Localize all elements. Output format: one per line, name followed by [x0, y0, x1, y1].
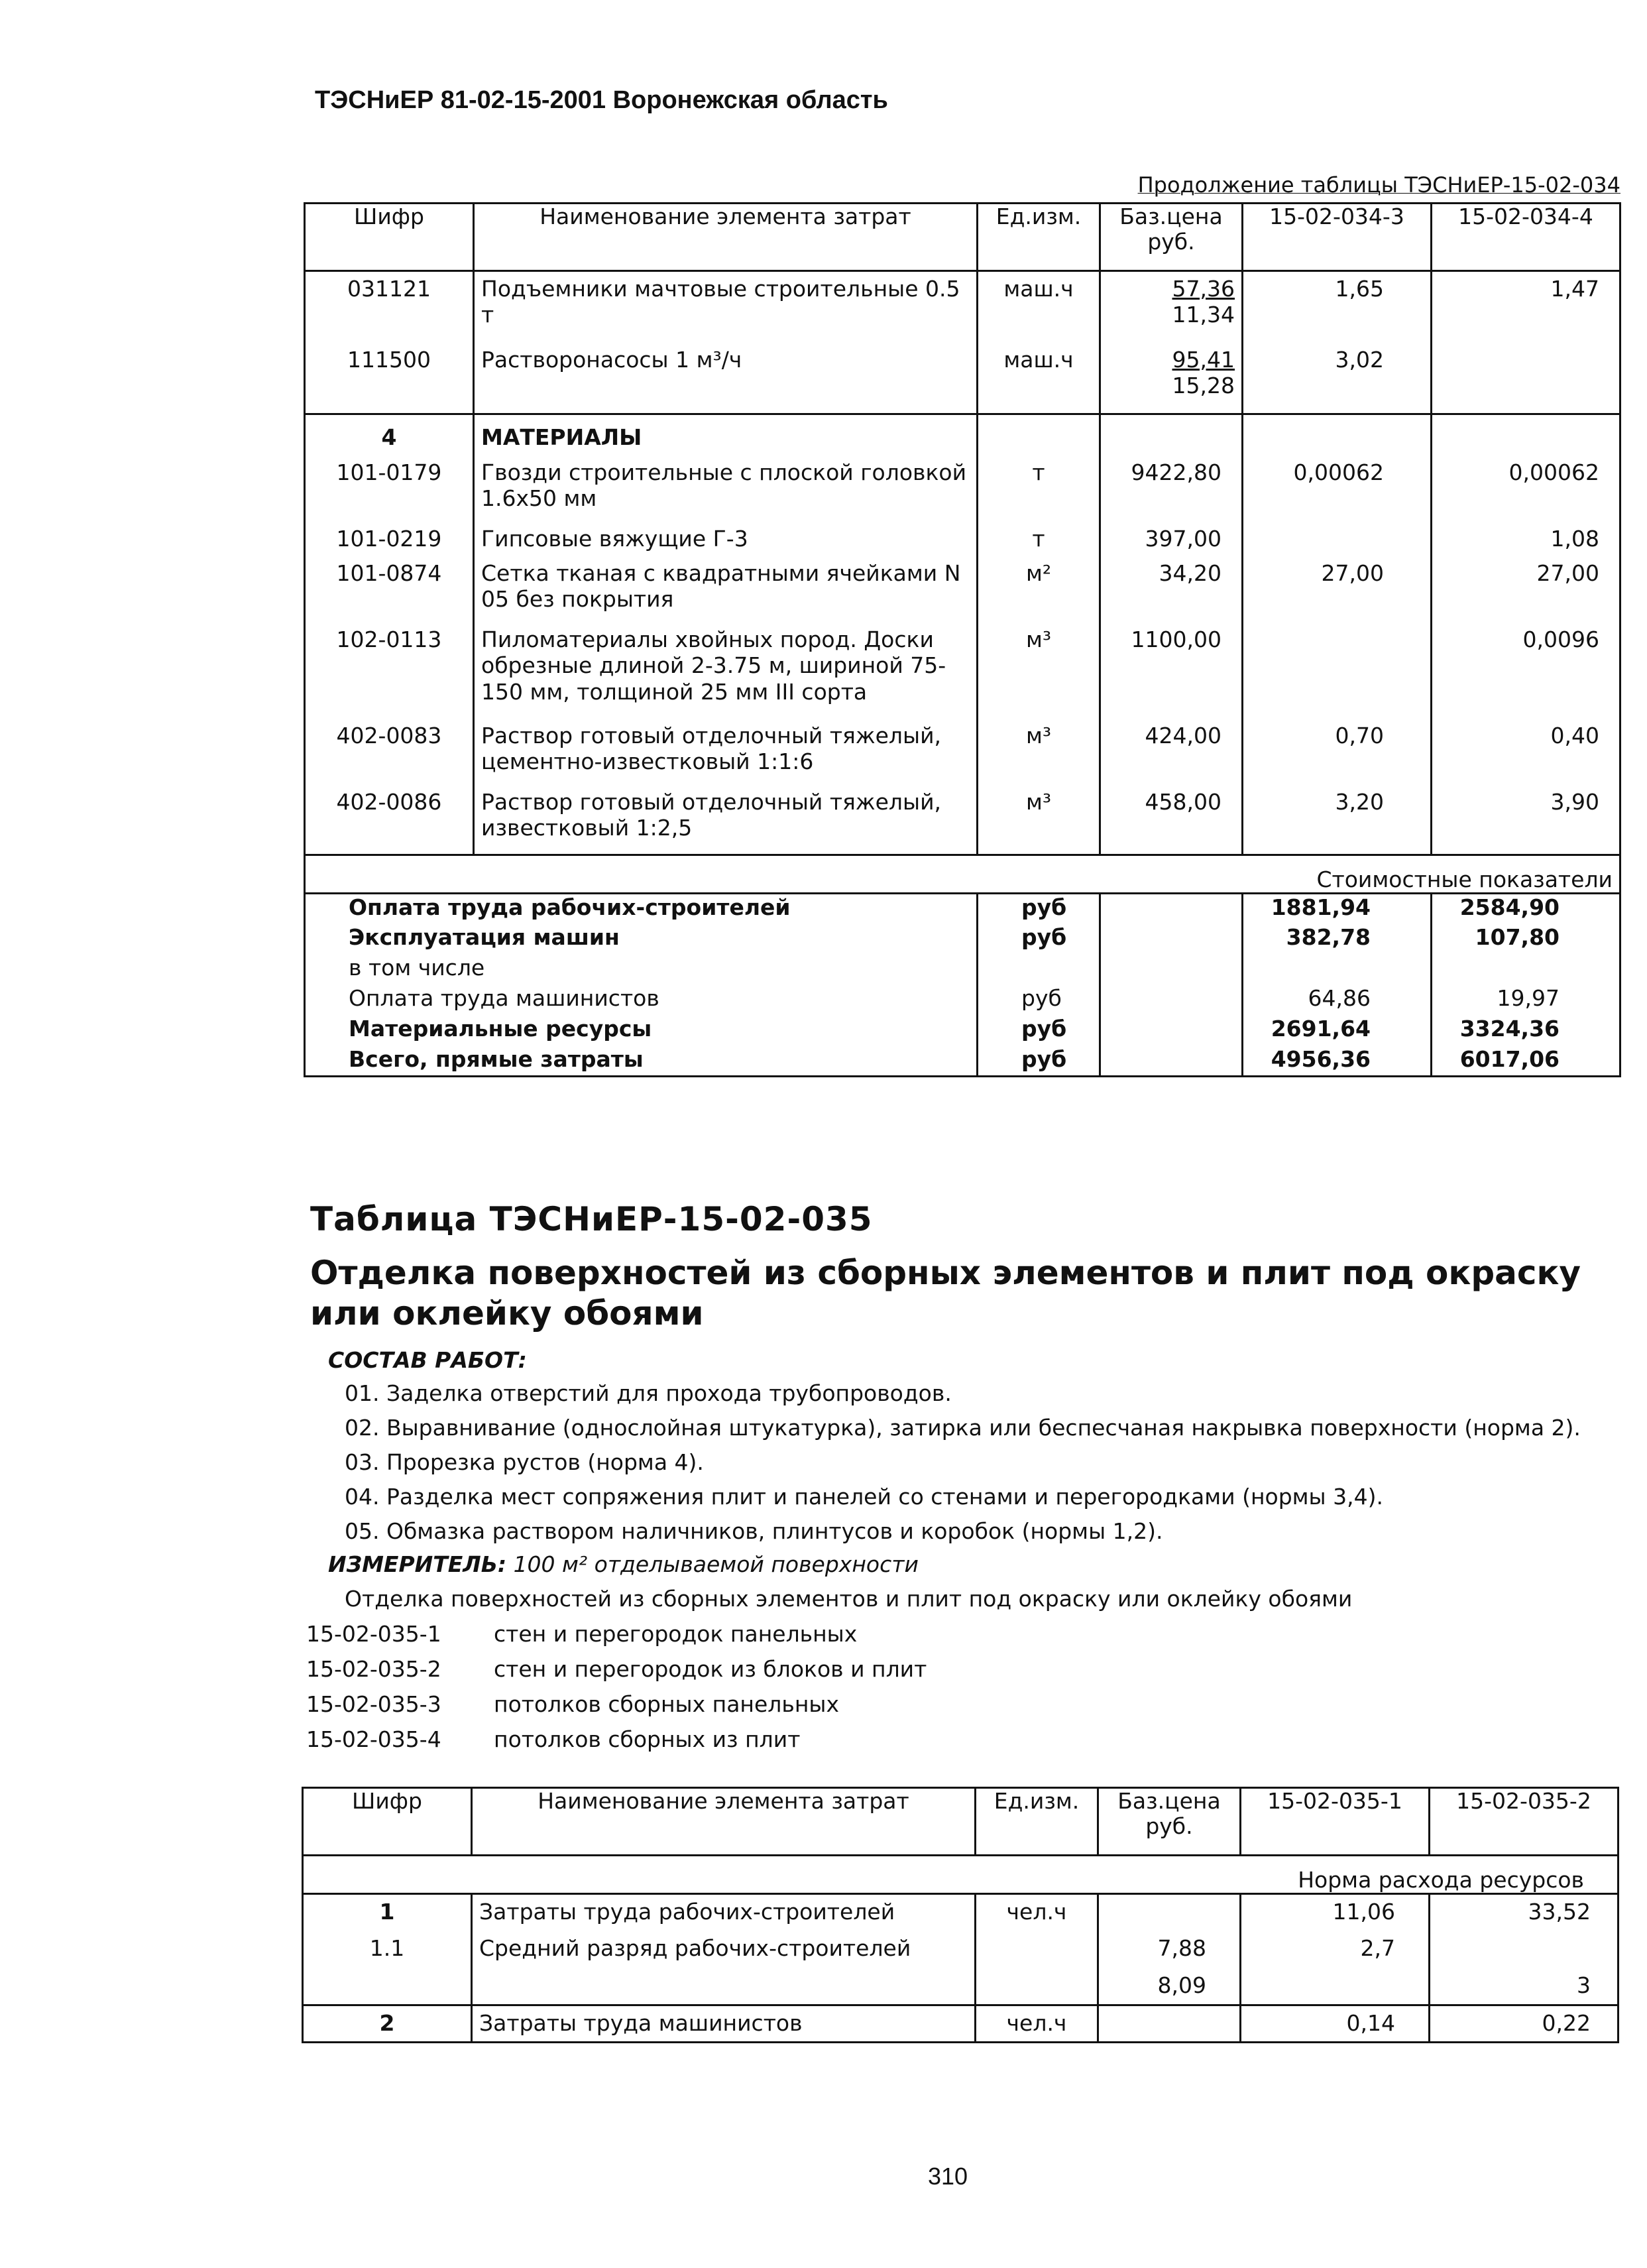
page-number: 310: [928, 2163, 968, 2190]
cell-unit: маш.ч: [978, 343, 1100, 414]
cost-norm-2: 107,80: [1432, 924, 1620, 955]
cell-unit: [976, 1968, 1098, 2005]
cost-unit: руб: [978, 924, 1100, 955]
cell-unit: м³: [978, 723, 1100, 789]
cell-norm-2: 0,00062: [1432, 459, 1620, 526]
col-unit: Ед.изм.: [976, 1788, 1098, 1856]
table-row: [305, 343, 1620, 414]
cell-code: 111500: [305, 343, 474, 414]
cost-price: [1100, 955, 1243, 985]
cell-price: 9422,80: [1100, 459, 1243, 526]
table-row: [303, 1968, 1619, 2005]
cell-price: [1098, 2005, 1241, 2043]
cost-row: [305, 924, 1620, 955]
resource-table-035: [302, 1787, 1619, 2043]
cost-norm-2: 3324,36: [1432, 1016, 1620, 1046]
norm-code: 15-02-035-3: [306, 1691, 441, 1717]
cost-unit: [978, 955, 1100, 985]
cell-name: Затраты труда рабочих-строителей: [472, 1894, 976, 1931]
cost-unit: руб: [978, 1046, 1100, 1077]
cell-name: Растворонасосы 1 м³/ч: [474, 343, 978, 414]
col-price: Баз.цена руб.: [1098, 1788, 1241, 1856]
cell-norm-1: 1,65: [1243, 271, 1432, 343]
cost-norm-2: 19,97: [1432, 985, 1620, 1016]
cost-norm-1: 1881,94: [1243, 894, 1432, 924]
cost-norm-2: 2584,90: [1432, 894, 1620, 924]
cell-unit: чел.ч: [976, 2005, 1098, 2043]
norm-code: 15-02-035-2: [306, 1656, 441, 1682]
col-name: Наименование элемента затрат: [472, 1788, 976, 1856]
cost-name: Эксплуатация машин: [305, 924, 978, 955]
cost-unit: руб: [978, 1016, 1100, 1046]
table-subtitle: Отделка поверхностей из сборных элементов и плит под окраску или оклейку обоями: [310, 1254, 1581, 1333]
cell-name: [472, 1968, 976, 2005]
cost-price: [1100, 985, 1243, 1016]
cell-norm-2: 1,08: [1432, 526, 1620, 560]
cell-code: 101-0179: [305, 459, 474, 526]
cost-name: в том числе: [305, 955, 978, 985]
section-number: 4: [305, 414, 474, 459]
cell-unit: чел.ч: [976, 1894, 1098, 1931]
cost-norm-1: 2691,64: [1243, 1016, 1432, 1046]
cell-code: 1: [303, 1894, 472, 1931]
cell-norm-2: [1430, 1931, 1619, 1968]
section-title: МАТЕРИАЛЫ: [474, 414, 978, 459]
cost-price: [1100, 924, 1243, 955]
col-name: Наименование элемента затрат: [474, 204, 978, 271]
col-code: Шифр: [305, 204, 474, 271]
cell-norm-2: 0,40: [1432, 723, 1620, 789]
cell-price: 458,00: [1100, 789, 1243, 855]
cost-label: Стоимостные показатели: [305, 855, 1620, 894]
cell-unit: м²: [978, 560, 1100, 627]
cost-norm-2: 6017,06: [1432, 1046, 1620, 1077]
cell-code: 402-0083: [305, 723, 474, 789]
cell-name: Затраты труда машинистов: [472, 2005, 976, 2043]
cell-norm-2: [1432, 343, 1620, 414]
table-continuation-label: Продолжение таблицы ТЭСНиЕР-15-02-034: [1137, 172, 1620, 198]
measure-line: ИЗМЕРИТЕЛЬ: 100 м² отделываемой поверхности: [328, 1551, 919, 1577]
cell-name: Подъемники мачтовые строительные 0.5 т: [474, 271, 978, 343]
cell-name: Раствор готовый отделочный тяжелый, известковый 1:2,5: [474, 789, 978, 855]
cell-name: Раствор готовый отделочный тяжелый, цементно-известковый 1:1:6: [474, 723, 978, 789]
col-norm-2: 15-02-035-2: [1430, 1788, 1619, 1856]
table-row: [305, 789, 1620, 855]
norm-description: потолков сборных панельных: [494, 1691, 839, 1717]
works-item: 05. Обмазка раствором наличников, плинтусов и коробок (нормы 1,2).: [345, 1518, 1163, 1544]
cell-code: 101-0874: [305, 560, 474, 627]
cost-price: [1100, 894, 1243, 924]
table-header-row: [305, 204, 1620, 271]
page-header: ТЭСНиЕР 81-02-15-2001 Воронежская область: [315, 86, 888, 114]
cell-price: [1098, 1894, 1241, 1931]
cell-code: 2: [303, 2005, 472, 2043]
works-item: 04. Разделка мест сопряжения плит и панелей со стенами и перегородками (нормы 3,4).: [345, 1484, 1383, 1510]
table-title: Таблица ТЭСНиЕР-15-02-035: [310, 1200, 873, 1238]
cell-price: 57,36 11,34: [1100, 271, 1243, 343]
norm-label-row: [303, 1856, 1619, 1894]
cell-price: 34,20: [1100, 560, 1243, 627]
cost-norm-2: [1432, 955, 1620, 985]
cost-norm-1: 382,78: [1243, 924, 1432, 955]
cost-name: Оплата труда рабочих-строителей: [305, 894, 978, 924]
cost-row: [305, 1016, 1620, 1046]
cell-name: Гипсовые вяжущие Г-3: [474, 526, 978, 560]
table-row: [305, 627, 1620, 723]
cost-row: [305, 985, 1620, 1016]
cell-norm-2: 0,0096: [1432, 627, 1620, 723]
cell-code: 402-0086: [305, 789, 474, 855]
cell-unit: [976, 1931, 1098, 1968]
norms-intro: Отделка поверхностей из сборных элементов и плит под окраску или оклейку обоями: [345, 1586, 1353, 1612]
cost-price: [1100, 1016, 1243, 1046]
cell-norm-1: [1243, 627, 1432, 723]
cell-unit: м³: [978, 789, 1100, 855]
cell-code: [303, 1968, 472, 2005]
cost-name: Всего, прямые затраты: [305, 1046, 978, 1077]
norm-description: потолков сборных из плит: [494, 1726, 801, 1752]
col-norm-2: 15-02-034-4: [1432, 204, 1620, 271]
cell-norm-2: 3: [1430, 1968, 1619, 2005]
cell-norm-1: 0,70: [1243, 723, 1432, 789]
col-unit: Ед.изм.: [978, 204, 1100, 271]
cost-row: [305, 955, 1620, 985]
col-norm-1: 15-02-034-3: [1243, 204, 1432, 271]
cell-norm-2: 33,52: [1430, 1894, 1619, 1931]
cell-code: 1.1: [303, 1931, 472, 1968]
cost-price: [1100, 1046, 1243, 1077]
cell-norm-1: 3,20: [1243, 789, 1432, 855]
cell-name: Гвозди строительные с плоской головкой 1.6х50 мм: [474, 459, 978, 526]
cell-norm-1: 3,02: [1243, 343, 1432, 414]
cell-norm-2: 0,22: [1430, 2005, 1619, 2043]
cell-price: 8,09: [1098, 1968, 1241, 2005]
table-row: [305, 723, 1620, 789]
cell-price: 424,00: [1100, 723, 1243, 789]
cost-row: [305, 894, 1620, 924]
cost-row: [305, 1046, 1620, 1077]
cost-name: Оплата труда машинистов: [305, 985, 978, 1016]
table-row: [305, 560, 1620, 627]
norm-label: Норма расхода ресурсов: [303, 1856, 1619, 1894]
cell-norm-2: 3,90: [1432, 789, 1620, 855]
cost-norm-1: 4956,36: [1243, 1046, 1432, 1077]
cell-price: 95,41 15,28: [1100, 343, 1243, 414]
cell-norm-1: [1241, 1968, 1430, 2005]
table-row: [303, 1894, 1619, 1931]
cell-code: 102-0113: [305, 627, 474, 723]
cell-unit: т: [978, 459, 1100, 526]
cost-norm-1: [1243, 955, 1432, 985]
table-row: [303, 2005, 1619, 2043]
cell-unit: т: [978, 526, 1100, 560]
cost-unit: руб: [978, 894, 1100, 924]
norm-code: 15-02-035-4: [306, 1726, 441, 1752]
cell-norm-2: 1,47: [1432, 271, 1620, 343]
cell-unit: маш.ч: [978, 271, 1100, 343]
works-item: 03. Прорезка рустов (норма 4).: [345, 1449, 704, 1475]
works-item: 02. Выравнивание (однослойная штукатурка), затирка или беспесчаная накрывка поверхности (норма 2).: [345, 1415, 1581, 1441]
cost-norm-1: 64,86: [1243, 985, 1432, 1016]
table-row: [303, 1931, 1619, 1968]
norm-code: 15-02-035-1: [306, 1621, 441, 1647]
cell-price: 1100,00: [1100, 627, 1243, 723]
cell-name: Средний разряд рабочих-строителей: [472, 1931, 976, 1968]
cell-price: 7,88: [1098, 1931, 1241, 1968]
cell-norm-1: 0,00062: [1243, 459, 1432, 526]
cell-name: Сетка тканая с квадратными ячейками N 05 без покрытия: [474, 560, 978, 627]
col-code: Шифр: [303, 1788, 472, 1856]
cell-norm-2: 27,00: [1432, 560, 1620, 627]
cost-label-row: [305, 855, 1620, 894]
table-row: [305, 271, 1620, 343]
cell-code: 101-0219: [305, 526, 474, 560]
cell-norm-1: 0,14: [1241, 2005, 1430, 2043]
col-norm-1: 15-02-035-1: [1241, 1788, 1430, 1856]
norm-description: стен и перегородок из блоков и плит: [494, 1656, 927, 1682]
table-row: [305, 526, 1620, 560]
cell-name: Пиломатериалы хвойных пород. Доски обрезные длиной 2-3.75 м, шириной 75-150 мм, толщиной 25 мм III сорта: [474, 627, 978, 723]
col-price: Баз.цена руб.: [1100, 204, 1243, 271]
cost-unit: руб: [978, 985, 1100, 1016]
section-row: [305, 414, 1620, 459]
table-header-row: [303, 1788, 1619, 1856]
cell-unit: м³: [978, 627, 1100, 723]
table-row: [305, 459, 1620, 526]
cell-code: 031121: [305, 271, 474, 343]
cell-norm-1: 27,00: [1243, 560, 1432, 627]
norm-description: стен и перегородок панельных: [494, 1621, 858, 1647]
cell-norm-1: 2,7: [1241, 1931, 1430, 1968]
works-item: 01. Заделка отверстий для прохода трубопроводов.: [345, 1380, 952, 1406]
cost-name: Материальные ресурсы: [305, 1016, 978, 1046]
works-label: СОСТАВ РАБОТ:: [328, 1347, 527, 1373]
cell-price: 397,00: [1100, 526, 1243, 560]
cell-norm-1: [1243, 526, 1432, 560]
resource-table-034: [304, 202, 1621, 1077]
cell-norm-1: 11,06: [1241, 1894, 1430, 1931]
